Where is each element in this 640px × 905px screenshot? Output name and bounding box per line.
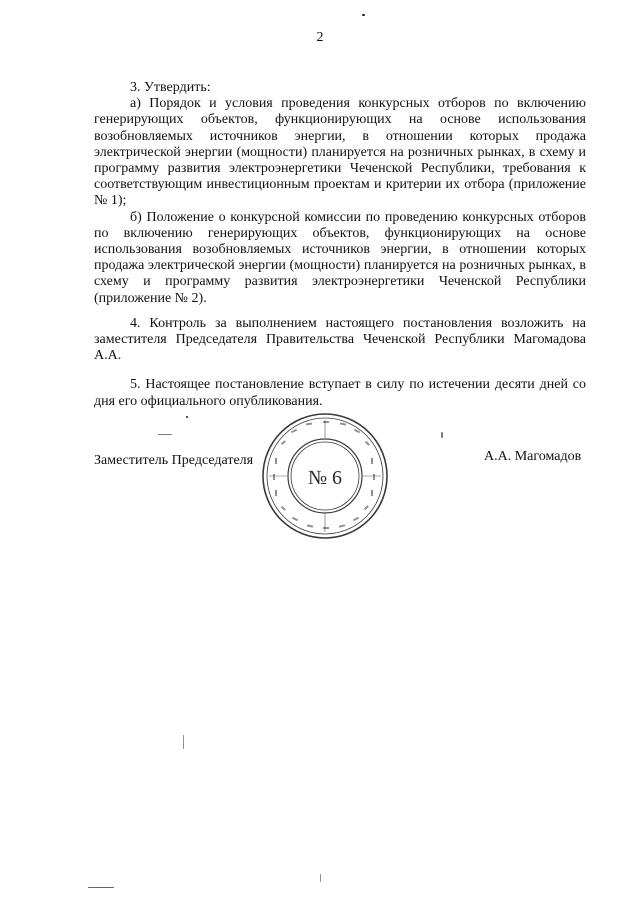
document-body <box>94 80 586 410</box>
scan-artifact <box>88 887 114 888</box>
scan-artifact <box>441 432 443 438</box>
page-number: 2 <box>316 30 324 45</box>
signature-name: А.А. Магомадов <box>484 449 582 464</box>
signature-role: Заместитель Председателя <box>94 453 254 468</box>
official-seal-stamp <box>261 412 389 540</box>
paragraph-approve: 3. Утвердить: <box>130 80 211 95</box>
paragraph-item-a: а) Порядок и условия проведения конкурсных отборов по включению генерирующих объектов, функционирующих на основе использования возобновляемых источников энергии, в отношении которых продажа электрической энергии (мощности) планируется на розничных рынках, в схему и программу развития электроэнергетики Чеченской Республики, требования к соответствующим инвестиционным проектам и критерии их отбора (приложение № 1); <box>94 96 586 209</box>
scan-artifact <box>362 14 365 16</box>
scan-artifact <box>183 735 184 749</box>
scan-artifact <box>186 416 188 418</box>
paragraph-item-b: б) Положение о конкурсной комиссии по проведению конкурсных отборов по включению генерирующих объектов, функционирующих на основе использования возобновляемых источников энергии, в отношении которых продажа электрической энергии (мощности) планируется на розничных рынках, в схему и программу развития электроэнергетики Чеченской Республики (приложение № 2). <box>94 209 586 306</box>
seal-number-text: № 6 <box>307 467 343 489</box>
scan-artifact <box>158 434 172 435</box>
scan-artifact <box>320 874 321 882</box>
paragraph-control: 4. Контроль за выполнением настоящего постановления возложить на заместителя Председателя Правительства Чеченской Республики Магомадова А.А. <box>94 315 586 364</box>
paragraph-effective: 5. Настоящее постановление вступает в силу по истечении десяти дней со дня его официального опубликования. <box>94 377 586 409</box>
